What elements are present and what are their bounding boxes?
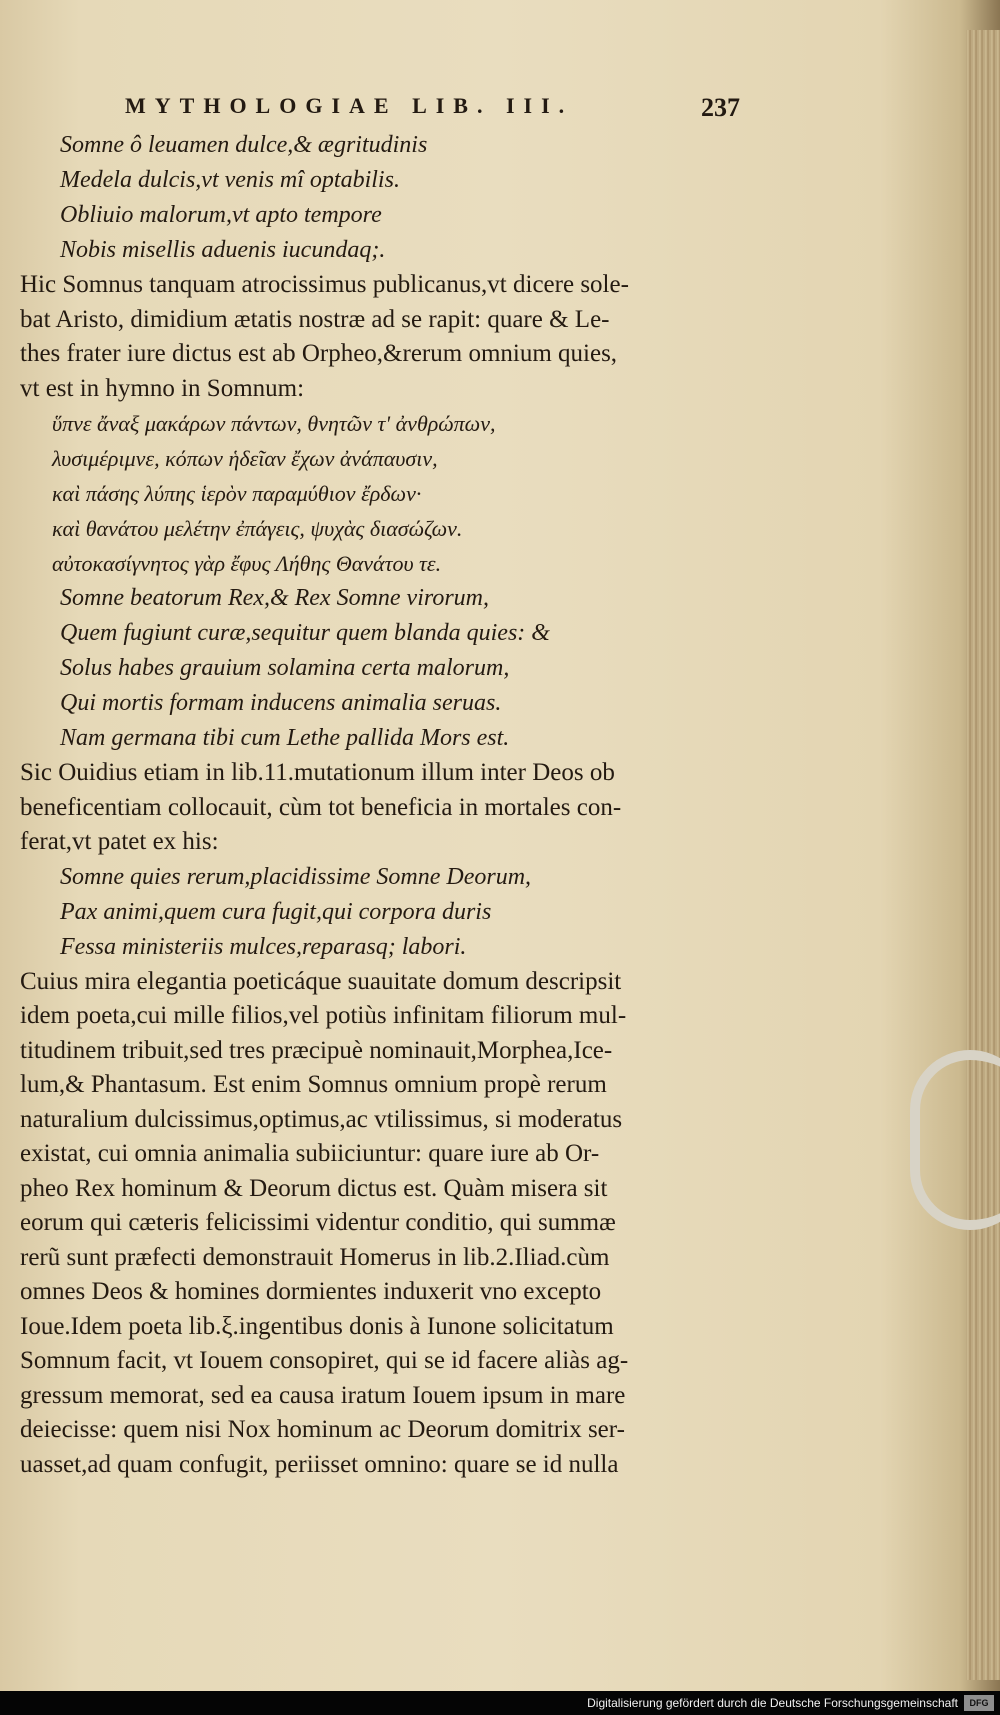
verse-line: Somne quies rerum,placidissime Somne Deorum,: [60, 863, 532, 890]
verse-line: Medela dulcis,vt venis mî optabilis.: [60, 167, 400, 193]
text-line: Hic Somnus tanquam atrocissimus publicanus,vt dicere sole-: [20, 271, 629, 298]
page-header: [125, 93, 740, 123]
verse-line: αὐτοκασίγνητος γὰρ ἔφυς Λήθης Θανάτου τε.: [52, 551, 442, 576]
text-line: idem poeta,cui mille filios,vel potiùs infinitam filiorum mul-: [20, 1002, 627, 1029]
verse-line: Solus habes grauium solamina certa malorum,: [60, 655, 510, 681]
text-line: uasset,ad quam confugit, periisset omnino: quare se id nulla: [20, 1450, 619, 1478]
verse-line: Nam germana tibi cum Lethe pallida Mors est.: [60, 725, 510, 751]
verse-line: Obliuio malorum,vt apto tempore: [60, 202, 382, 228]
text-line: existat, cui omnia animalia subiiciuntur: quare iure ab Or-: [20, 1140, 600, 1167]
verse-line: λυσιμέριμνε, κόπων ἡδεῖαν ἔχων ἀνάπαυσιν,: [52, 446, 438, 471]
book-clip: [910, 1050, 1000, 1230]
verse-line: Quem fugiunt curæ,sequitur quem blanda quies: &: [60, 620, 550, 646]
text-line: deiecisse: quem nisi Nox hominum ac Deorum domitrix ser-: [20, 1416, 625, 1443]
text-line: Ioue.Idem poeta lib.ξ.ingentibus donis à Iunone solicitatum: [20, 1312, 614, 1340]
footer-bar: [0, 1691, 1000, 1715]
running-title: MYTHOLOGIAE LIB. III.: [125, 93, 574, 118]
text-line: ferat,vt patet ex his:: [20, 828, 219, 855]
text-line: eorum qui cæteris felicissimi videntur conditio, qui summæ: [20, 1209, 616, 1236]
verse-line: Qui mortis formam inducens animalia seruas.: [60, 690, 502, 716]
verse-line: ὕπνε ἄναξ μακάρων πάντων, θνητῶν τ' ἀνθρώπων,: [52, 411, 496, 436]
text-line: omnes Deos & homines dormientes induxerit vno excepto: [20, 1278, 602, 1305]
text-line: naturalium dulcissimus,optimus,ac vtilissimus, si moderatus: [20, 1105, 623, 1133]
text-line: vt est in hymno in Somnum:: [20, 374, 305, 402]
text-line: Sic Ouidius etiam in lib.11.mutationum illum inter Deos ob: [20, 759, 615, 786]
text-line: thes frater iure dictus est ab Orpheo,&rerum omnium quies,: [20, 340, 618, 367]
text-line: Cuius mira elegantia poeticáque suauitate domum descripsit: [20, 967, 622, 995]
funding-credit: Digitalisierung gefördert durch die Deutsche Forschungsgemeinschaft: [587, 1696, 958, 1710]
text-line: titudinem tribuit,sed tres præcipuè nominauit,Morphea,Ice-: [20, 1036, 613, 1064]
verse-line: Pax animi,quem cura fugit,qui corpora duris: [60, 898, 492, 925]
verse-line: Somne beatorum Rex,& Rex Somne virorum,: [60, 585, 489, 611]
text-line: beneficentiam collocauit, cùm tot beneficia in mortales con-: [20, 793, 622, 821]
text-line: Somnum facit, vt Iouem consopiret, qui se id facere aliàs ag-: [20, 1347, 629, 1374]
verse-line: Fessa ministeriis mulces,reparasq; labori.: [60, 933, 467, 960]
body-text: [20, 128, 732, 1482]
verse-line: καὶ θανάτου μελέτην ἐπάγεις, ψυχὰς διασώζων.: [52, 516, 463, 541]
verse-line: Somne ô leuamen dulce,& ægritudinis: [60, 132, 428, 158]
page-edges: [966, 30, 1000, 1680]
page-number: 237: [701, 93, 740, 122]
text-line: lum,& Phantasum. Est enim Somnus omnium propè rerum: [20, 1071, 607, 1098]
dfg-logo: DFG: [964, 1695, 994, 1711]
text-line: rerũ sunt præfecti demonstrauit Homerus in lib.2.Iliad.cùm: [20, 1243, 610, 1271]
text-line: bat Aristo, dimidium ætatis nostræ ad se rapit: quare & Le-: [20, 305, 610, 333]
verse-line: καὶ πάσης λύπης ἱερὸν παραμύθιον ἔρδων·: [52, 481, 422, 506]
text-line: gressum memorat, sed ea causa iratum Iouem ipsum in mare: [20, 1381, 626, 1409]
verse-line: Nobis misellis aduenis iucundaq;.: [60, 237, 386, 263]
text-line: pheo Rex hominum & Deorum dictus est. Quàm misera sit: [20, 1174, 608, 1202]
